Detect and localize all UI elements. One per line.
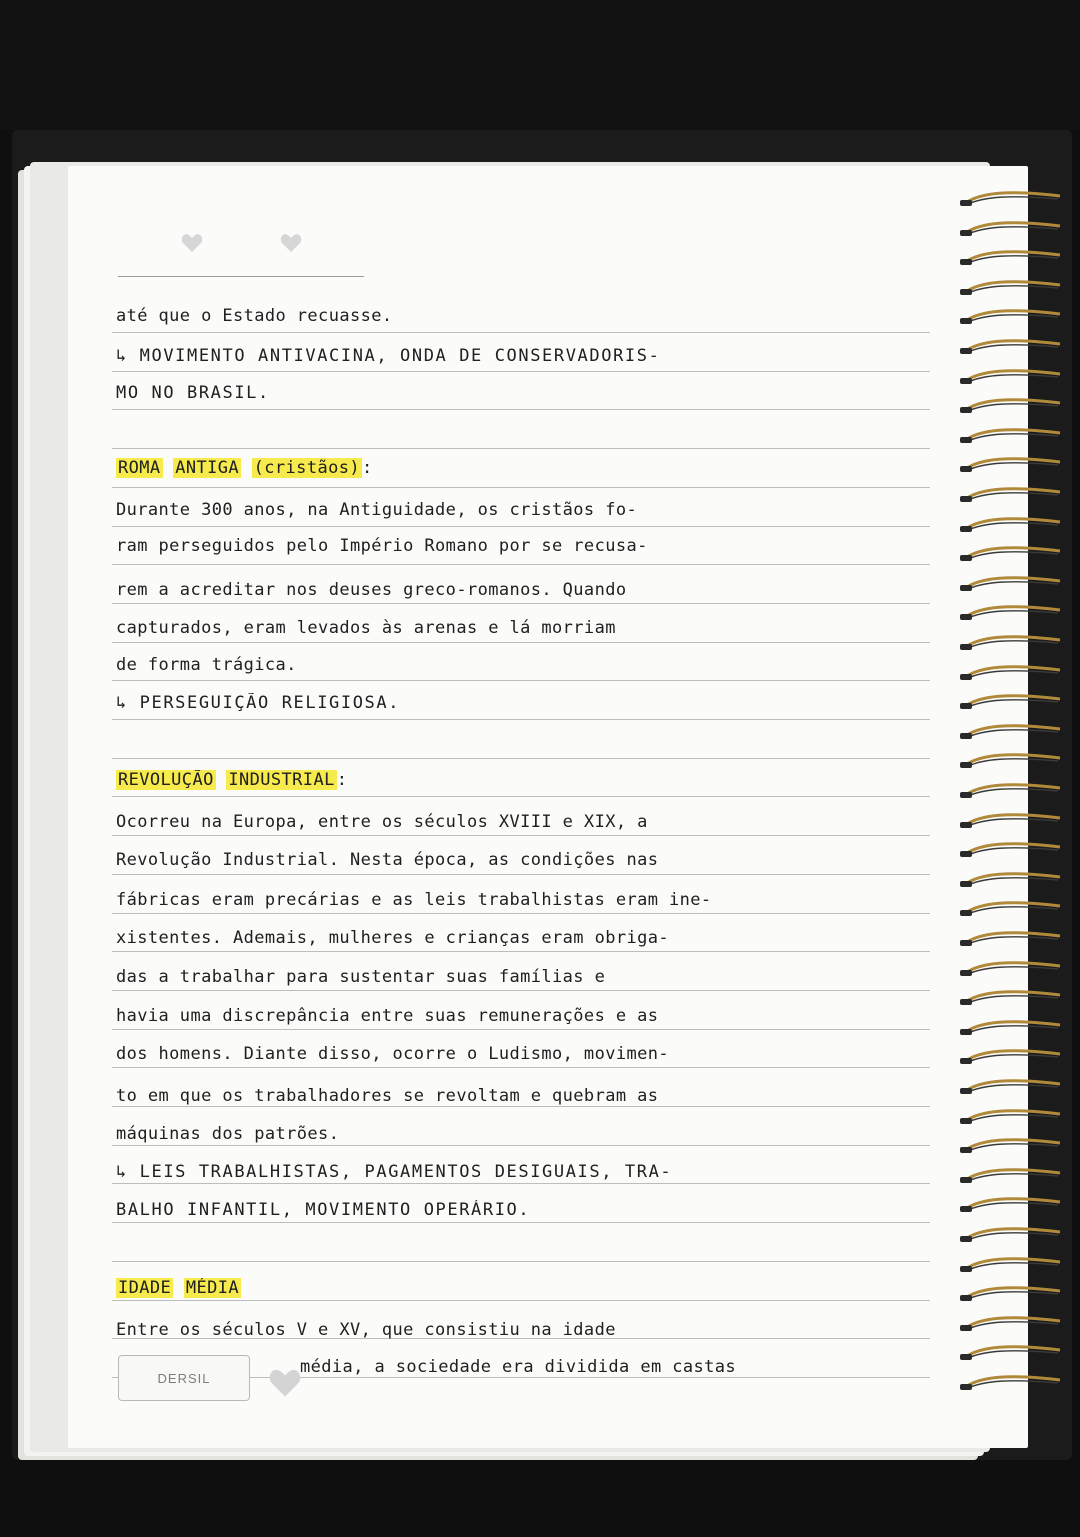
heading-word: MÉDIA [185,1278,240,1298]
note-line: ram perseguidos pelo Império Romano por se recusa- [116,536,648,556]
spiral-coil [960,1256,1064,1274]
spiral-coil [960,930,1064,948]
heading-word: (cristãos) [253,458,360,478]
spiral-coil [960,1196,1064,1214]
spiral-coil [960,841,1064,859]
note-line: capturados, eram levados às arenas e lá morriam [116,618,616,638]
brand-name: DERSIL [157,1370,211,1386]
spiral-coil [960,1137,1064,1155]
section-heading-revolucao [116,770,932,804]
spiral-coil [960,723,1064,741]
spiral-coil [960,190,1064,208]
note-line: rem a acreditar nos deuses greco-romanos. Quando [116,580,627,600]
note-line: das a trabalhar para sustentar suas famílias e [116,967,606,987]
spiral-coil [960,397,1064,415]
spiral-coil [960,456,1064,474]
spiral-coil [960,1108,1064,1126]
spiral-coil [960,604,1064,622]
heading-word: REVOLUÇÃO [118,770,214,790]
note-line: ↳ LEIS TRABALHISTAS, PAGAMENTOS DESIGUAIS, TRA- [116,1162,673,1182]
spiral-coil [960,338,1064,356]
note-line: até que o Estado recuasse. [116,306,393,326]
spiral-coil [960,1344,1064,1362]
heading-word: IDADE [118,1278,172,1298]
spiral-coil [960,1374,1064,1392]
spiral-coil [960,1019,1064,1037]
spiral-coil [960,1226,1064,1244]
spiral-coil [960,812,1064,830]
heart-icon [268,1368,302,1398]
spiral-coil [960,1048,1064,1066]
note-line: dos homens. Diante disso, ocorre o Ludismo, movimen- [116,1044,670,1064]
note-line: máquinas dos patrões. [116,1124,340,1144]
note-line: ↳ MOVIMENTO ANTIVACINA, ONDA DE CONSERVADORIS- [116,346,661,366]
spiral-coil [960,1167,1064,1185]
note-line: de forma trágica. [116,655,297,675]
spiral-coil [960,427,1064,445]
note-line: Entre os séculos V e XV, que consistiu na idade [116,1320,616,1340]
spiral-coil [960,871,1064,889]
ruled-line [112,1261,930,1262]
heading-word: ROMA [118,458,161,478]
spiral-coil [960,220,1064,238]
section-heading-roma [116,458,932,492]
spiral-coil [960,575,1064,593]
note-line: xistentes. Ademais, mulheres e crianças eram obriga- [116,928,670,948]
note-line: Ocorreu na Europa, entre os séculos XVIII e XIX, a [116,812,648,832]
heading-word: INDUSTRIAL [228,770,335,790]
note-line: ↳ PERSEGUIÇÃO RELIGIOSA. [116,693,401,713]
spiral-coil [960,900,1064,918]
spiral-coil [960,308,1064,326]
note-line: havia uma discrepância entre suas remunerações e as [116,1006,659,1026]
ruled-line [112,758,930,759]
note-line: Revolução Industrial. Nesta época, as condições nas [116,850,659,870]
note-line: MO NO BRASIL. [116,383,270,403]
heading-word: ANTIGA [175,458,239,478]
heart-icon [280,233,302,253]
spiral-binding [960,190,1070,1420]
spiral-coil [960,782,1064,800]
spiral-coil [960,693,1064,711]
spiral-coil [960,486,1064,504]
spiral-coil [960,752,1064,770]
header-rule [118,276,364,277]
brand-logo [118,1355,250,1401]
spiral-coil [960,545,1064,563]
spiral-coil [960,279,1064,297]
note-line: BALHO INFANTIL, MOVIMENTO OPERÁRIO. [116,1200,531,1220]
spiral-coil [960,1315,1064,1333]
heart-icon [181,233,203,253]
heading-colon: : [336,770,348,790]
spiral-coil [960,249,1064,267]
note-line: média, a sociedade era dividida em castas [300,1357,737,1377]
section-heading-idade [116,1278,932,1312]
spiral-coil [960,1285,1064,1303]
background-top [0,0,1080,130]
note-line: Durante 300 anos, na Antiguidade, os cristãos fo- [116,500,638,520]
note-line: fábricas eram precárias e as leis trabalhistas eram ine- [116,890,712,910]
spiral-coil [960,1078,1064,1096]
heading-colon: : [362,458,373,478]
note-line: to em que os trabalhadores se revoltam e quebram as [116,1086,659,1106]
spiral-coil [960,989,1064,1007]
spiral-coil [960,368,1064,386]
spiral-coil [960,664,1064,682]
spiral-coil [960,516,1064,534]
spiral-coil [960,960,1064,978]
ruled-line [112,448,930,449]
spiral-coil [960,634,1064,652]
